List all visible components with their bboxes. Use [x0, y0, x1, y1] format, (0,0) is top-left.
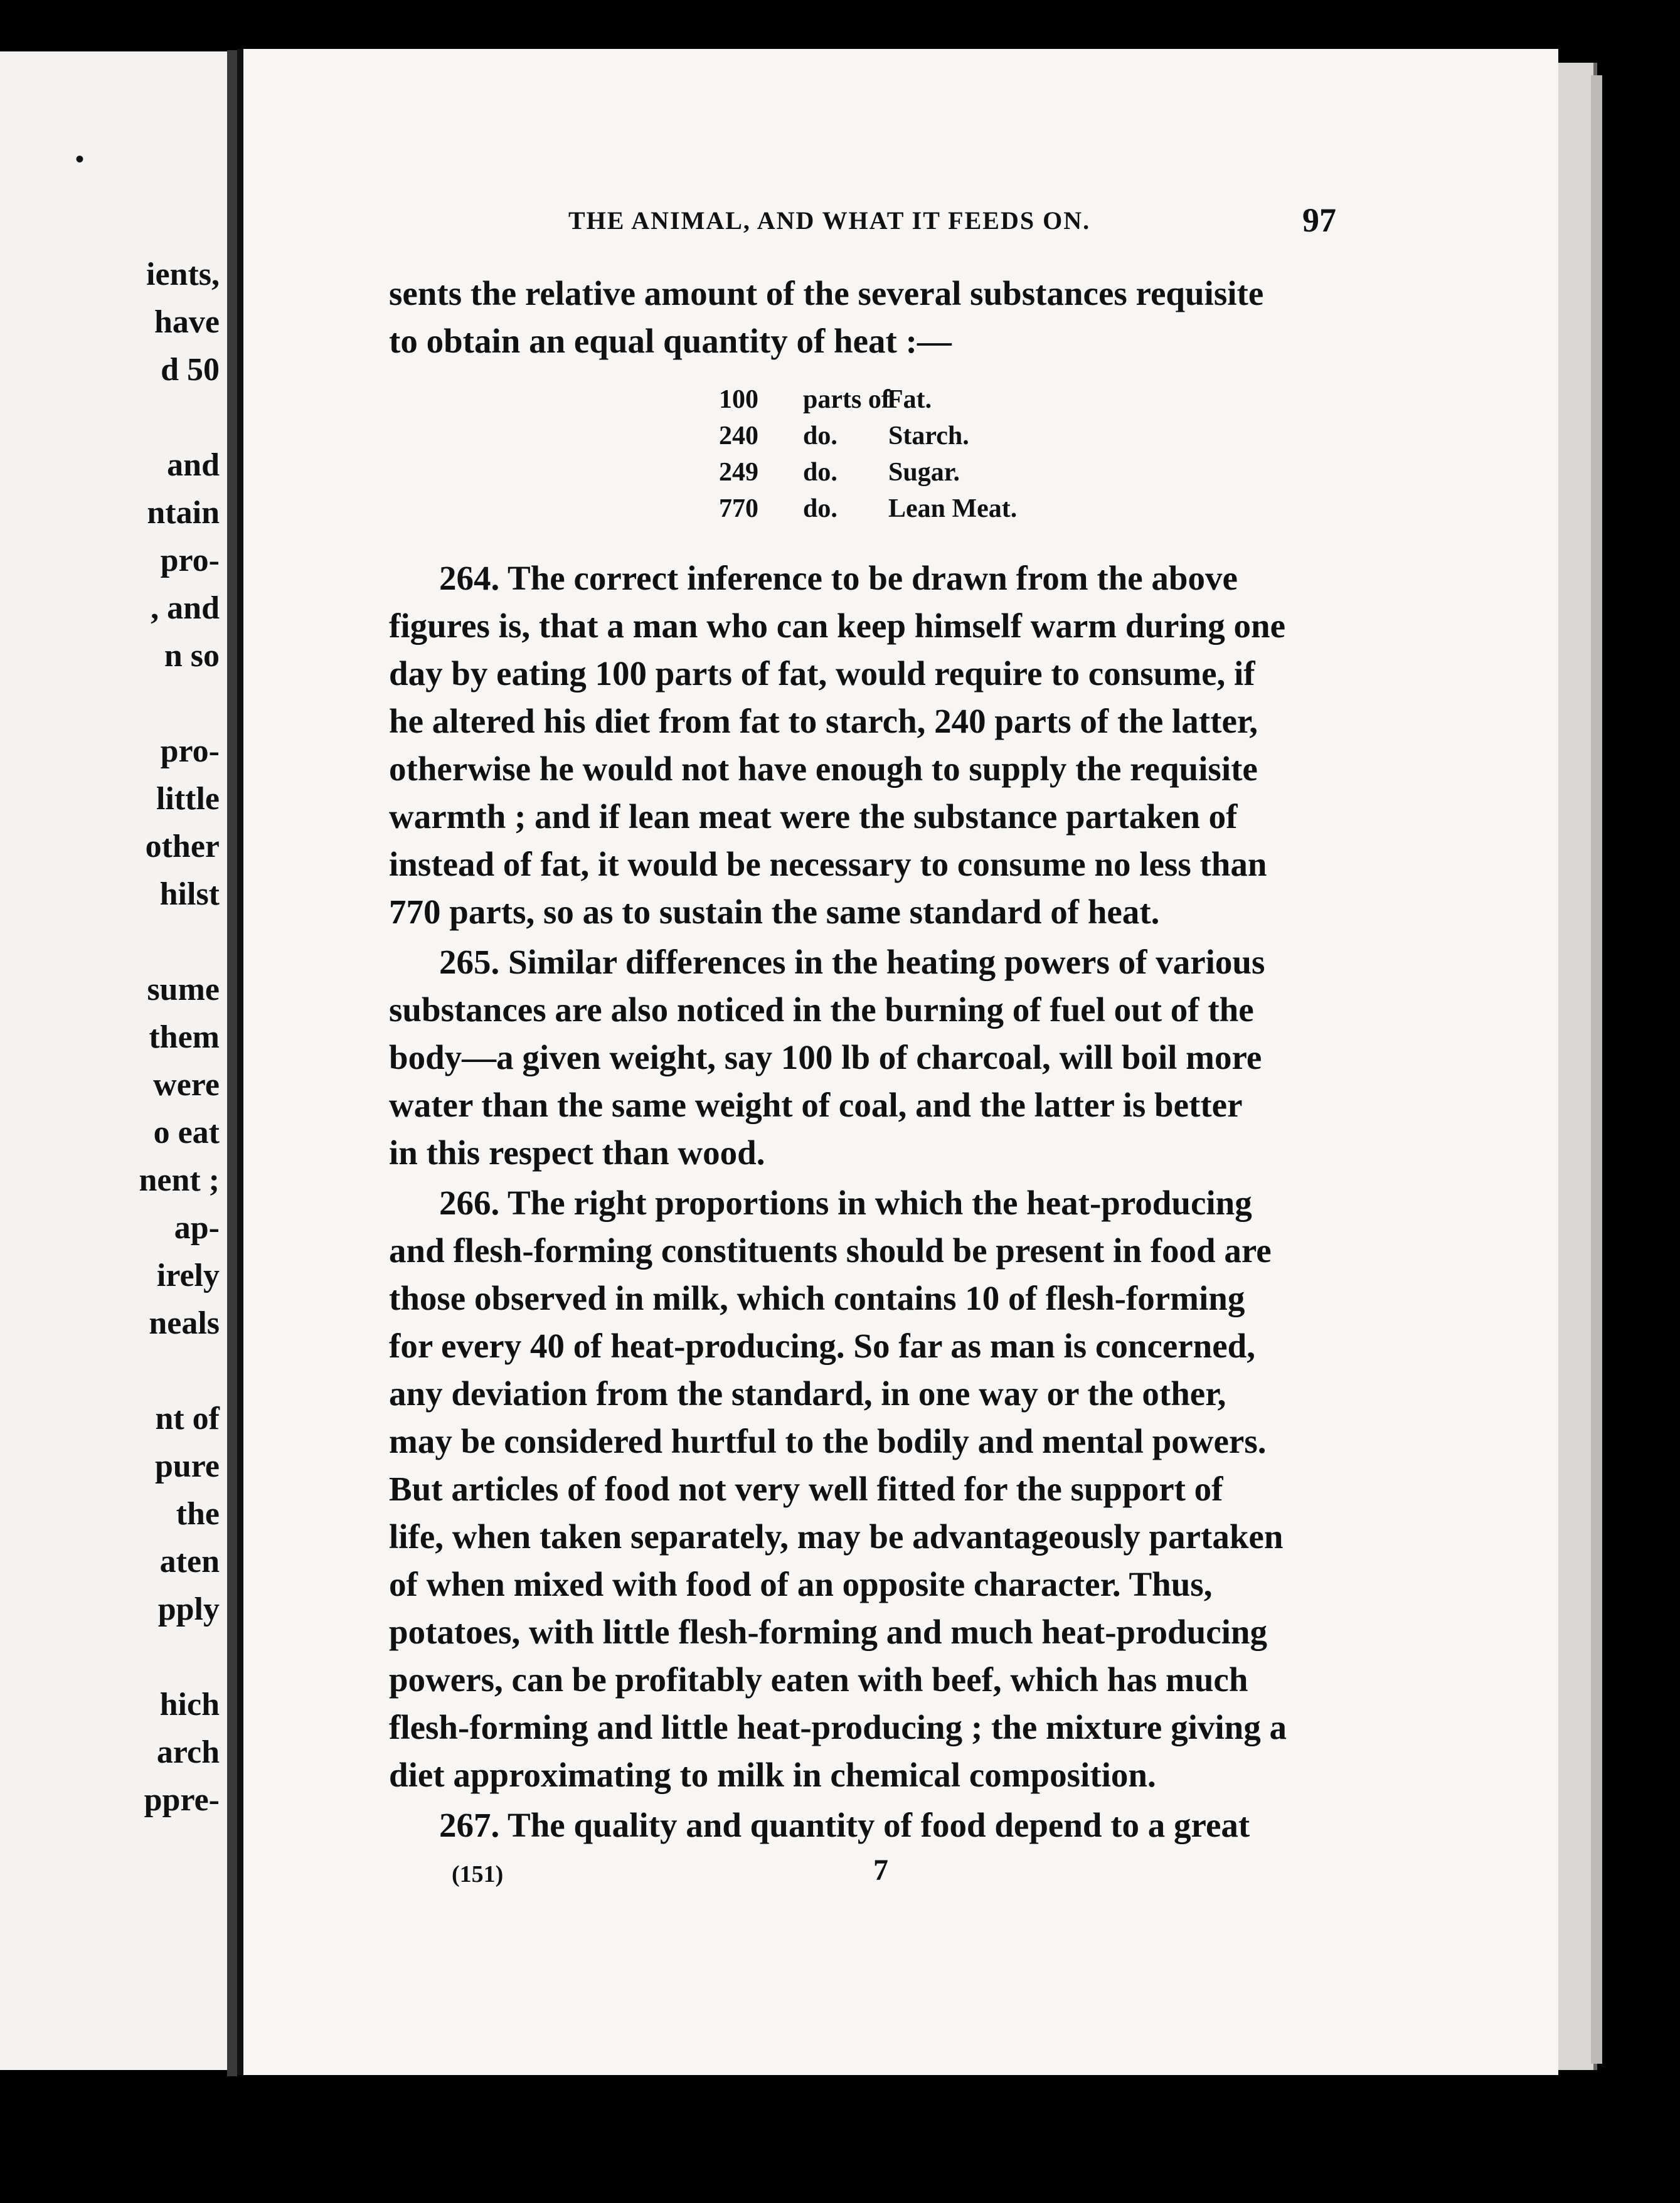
paragraph-264-line: day by eating 100 parts of fat, would require to consume, if	[389, 654, 1255, 693]
paragraph-266-line: powers, can be profitably eaten with beef, which has much	[389, 1660, 1248, 1699]
left-fragment-line: d 50	[161, 352, 220, 388]
left-fragment-line: were	[153, 1067, 220, 1103]
table-cell-amount: 770	[719, 494, 758, 523]
left-fragment-line: pro-	[160, 543, 220, 578]
paragraph-266-line: of when mixed with food of an opposite character. Thus,	[389, 1565, 1213, 1603]
left-fragment-line: n so	[164, 638, 220, 674]
left-fragment-line	[139, 918, 220, 966]
paragraph-266-line: potatoes, with little flesh-forming and much heat-producing	[389, 1613, 1267, 1651]
left-fragment-line	[139, 1633, 220, 1681]
left-fragment-line: have	[154, 304, 220, 340]
table-cell-amount: 249	[719, 458, 758, 487]
paragraph-266-line: 266. The right proportions in which the heat-producing	[439, 1184, 1252, 1222]
paragraph-264-line: 264. The correct inference to be drawn from the above	[439, 559, 1238, 597]
left-page	[0, 51, 232, 2070]
paragraph-264-line: instead of fat, it would be necessary to consume no less than	[389, 845, 1267, 883]
table-cell-substance: Sugar.	[888, 458, 960, 487]
paragraph-264-line: 770 parts, so as to sustain the same standard of heat.	[389, 893, 1160, 931]
table-cell-substance: Starch.	[888, 422, 969, 450]
intro-line: to obtain an equal quantity of heat :—	[389, 322, 952, 360]
table-cell-unit: do.	[803, 422, 837, 450]
left-fragment-line: pure	[154, 1448, 220, 1484]
paragraph-266-line: diet approximating to milk in chemical composition.	[389, 1756, 1156, 1794]
intro-line: sents the relative amount of the several substances requisite	[389, 274, 1264, 312]
paragraph-266-line: But articles of food not very well fitted for the support of	[389, 1470, 1223, 1508]
left-fragment-line: arch	[156, 1734, 220, 1770]
left-fragment-line: o eat	[153, 1115, 220, 1150]
ink-dot: •	[75, 145, 85, 173]
left-fragment-line: ients,	[146, 257, 220, 292]
paragraph-266-line: for every 40 of heat-producing. So far as man is concerned,	[389, 1327, 1256, 1365]
paragraph-266-line: any deviation from the standard, in one way or the other,	[389, 1374, 1226, 1413]
left-page-text-fragments	[139, 251, 220, 1824]
left-fragment-line: other	[145, 829, 220, 864]
paragraph-266-line: and flesh-forming constituents should be present in food are	[389, 1231, 1272, 1270]
left-fragment-line: ap-	[174, 1210, 220, 1246]
paragraph-266-line: those observed in milk, which contains 10 of flesh-forming	[389, 1279, 1245, 1317]
left-fragment-line: nent ;	[139, 1162, 220, 1198]
paragraph-265-line: body—a given weight, say 100 lb of charcoal, will boil more	[389, 1038, 1262, 1076]
paragraph-264-line: he altered his diet from fat to starch, 240 parts of the latter,	[389, 702, 1258, 740]
table-cell-unit: parts of	[803, 385, 890, 414]
left-fragment-line: pro-	[160, 733, 220, 769]
left-fragment-line: sume	[147, 972, 220, 1007]
left-fragment-line	[139, 394, 220, 442]
left-fragment-line: ntain	[147, 495, 220, 531]
left-fragment-line: ppre-	[144, 1782, 220, 1818]
gathering-number: 7	[873, 1854, 888, 1887]
table-cell-amount: 240	[719, 422, 758, 450]
paragraph-265-line: substances are also noticed in the burning of fuel out of the	[389, 990, 1254, 1029]
table-cell-unit: do.	[803, 458, 837, 487]
paragraph-264-line: figures is, that a man who can keep himself warm during one	[389, 607, 1286, 645]
paragraph-265-line: in this respect than wood.	[389, 1133, 765, 1172]
signature-mark: (151)	[452, 1861, 504, 1887]
paragraph-265-line: water than the same weight of coal, and the latter is better	[389, 1086, 1243, 1124]
left-fragment-line: hich	[159, 1687, 220, 1723]
paragraph-264-line: otherwise he would not have enough to supply the requisite	[389, 750, 1258, 788]
left-fragment-line: and	[167, 447, 220, 483]
table-cell-unit: do.	[803, 494, 837, 523]
left-fragment-line: irely	[156, 1258, 220, 1293]
paragraph-267-line: 267. The quality and quantity of food depend to a great	[439, 1806, 1250, 1844]
left-fragment-line: little	[156, 781, 220, 817]
paragraph-266-line: flesh-forming and little heat-producing ; the mixture giving a	[389, 1708, 1287, 1746]
page-edge-shadow	[1591, 75, 1602, 2064]
left-fragment-line: neals	[149, 1305, 220, 1341]
paragraph-266-line: life, when taken separately, may be advantageously partaken	[389, 1517, 1284, 1556]
left-fragment-line: nt of	[155, 1401, 220, 1436]
left-fragment-line: hilst	[159, 876, 220, 912]
table-cell-amount: 100	[719, 385, 758, 414]
table-cell-substance: Lean Meat.	[888, 494, 1018, 523]
running-title: THE ANIMAL, AND WHAT IT FEEDS ON.	[568, 206, 1091, 235]
left-fragment-line: aten	[159, 1544, 220, 1579]
book-spine	[227, 50, 237, 2076]
page-number: 97	[1302, 201, 1336, 239]
left-fragment-line: , and	[151, 590, 220, 626]
paragraph-265-line: 265. Similar differences in the heating powers of various	[439, 943, 1265, 981]
left-fragment-line	[139, 680, 220, 728]
left-fragment-line: the	[176, 1496, 220, 1532]
left-fragment-line: pply	[157, 1591, 220, 1627]
paragraph-264-line: warmth ; and if lean meat were the substance partaken of	[389, 797, 1238, 836]
left-fragment-line: them	[149, 1019, 220, 1055]
table-cell-substance: Fat.	[887, 385, 932, 414]
paragraph-266-line: may be considered hurtful to the bodily and mental powers.	[389, 1422, 1267, 1460]
left-fragment-line	[139, 1347, 220, 1395]
